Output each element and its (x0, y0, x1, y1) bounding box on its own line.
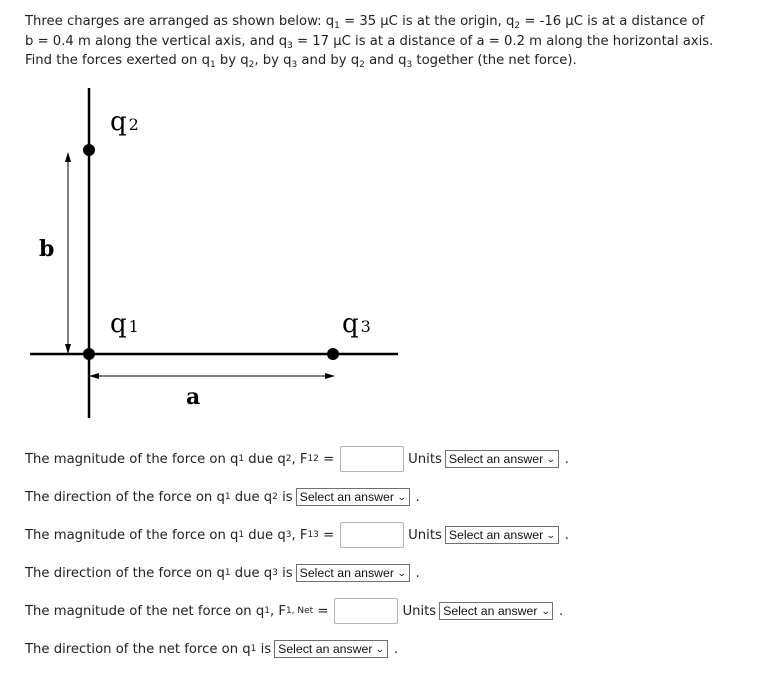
chevron-down-icon: ⌄ (546, 529, 556, 540)
label-a: a (186, 384, 201, 410)
f13-direction-select[interactable]: Select an answer ⌄ (296, 564, 410, 582)
a-arrow-right (325, 373, 335, 379)
chevron-down-icon: ⌄ (546, 453, 556, 464)
a-arrow-left (89, 373, 99, 379)
charge-q2 (83, 144, 95, 156)
question-net-direction: The direction of the net force on q 1 is Select an answer ⌄ . (25, 641, 399, 657)
label-q3: q 3 (342, 309, 371, 339)
net-direction-select[interactable]: Select an answer ⌄ (274, 640, 388, 658)
units-label: Units (408, 451, 442, 467)
chevron-down-icon: ⌄ (396, 491, 407, 502)
chevron-down-icon: ⌄ (396, 567, 407, 578)
charge-diagram (30, 80, 410, 425)
f12-magnitude-input[interactable] (340, 446, 404, 472)
net-units-select[interactable]: Select an answer ⌄ (439, 602, 553, 620)
charge-q1 (83, 348, 95, 360)
label-q2: q 2 (110, 107, 139, 137)
b-arrow-bottom (65, 344, 71, 354)
f13-units-select[interactable]: Select an answer ⌄ (445, 526, 559, 544)
units-label: Units (408, 527, 442, 543)
f12-units-select[interactable]: Select an answer ⌄ (445, 450, 559, 468)
units-label: Units (402, 603, 437, 619)
f12-direction-select[interactable]: Select an answer ⌄ (296, 488, 410, 506)
charge-q3 (327, 348, 339, 360)
question-f12-magnitude: The magnitude of the force on q 1 due q 2 , F 12 = Units Select an answer ⌄ . (25, 445, 569, 473)
net-magnitude-input[interactable] (334, 598, 398, 624)
question-f12-direction: The direction of the force on q 1 due q 2 is Select an answer ⌄ . (25, 489, 420, 505)
question-net-magnitude: The magnitude of the net force on q 1 , F 1, Net = Units Select an answer ⌄ . (25, 597, 563, 625)
label-b: b (39, 236, 55, 262)
chevron-down-icon: ⌄ (540, 605, 551, 616)
label-q1: q 1 (110, 309, 139, 339)
question-f13-magnitude: The magnitude of the force on q 1 due q 3 , F 13 = Units Select an answer ⌄ . (25, 521, 569, 549)
f13-magnitude-input[interactable] (340, 522, 404, 548)
b-arrow-top (65, 152, 71, 162)
problem-statement: Three charges are arranged as shown below: $q_1 = 35$ μC is at the origin, $q_2 = -16$ μC is at a distance of b = 0.4 m along the vertical axis, and $q_3 = 17$ μC is at a distance of a = 0.2 m along the horizontal axis. Find the forces exerted on $q_1$ by $q_2$, by $q_3$ and by $q_2$ and $q_3$ together (the net force). (25, 14, 714, 70)
chevron-down-icon: ⌄ (375, 643, 386, 654)
question-f13-direction: The direction of the force on q 1 due q 3 is Select an answer ⌄ . (25, 565, 420, 581)
